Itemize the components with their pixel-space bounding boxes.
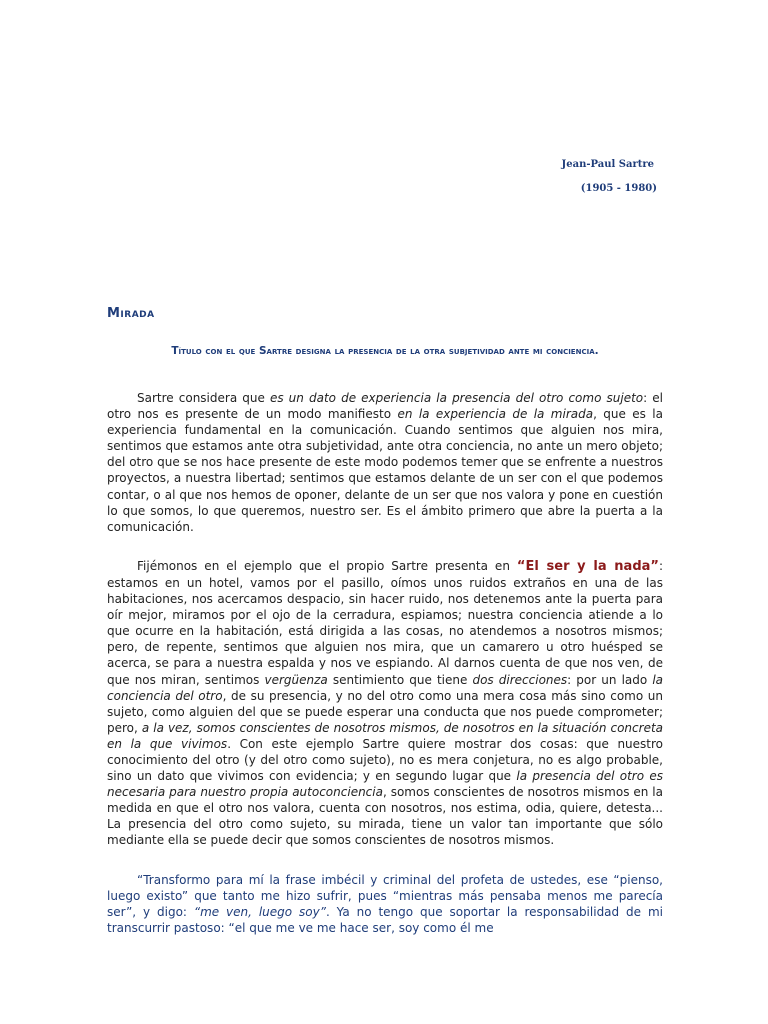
paragraph-2: Fijémonos en el ejemplo que el propio Sartre presenta en “El ser y la nada”: estamos en un hotel, vamos por el pasillo, oímos unos ruidos extraños en una de las habitaciones, nos acercamos despacio, sin hacer ruido, nos detenemos ante la puerta para oír mejor, miramos por el ojo de la cerradura, espiamos; nuestra conciencia atiende a lo que ocurre en la habitación, está dirigida a las cosas, no atendemos a nosotros mismos; pero, de repente, sentimos que alguien nos mira, que un camarero u otro huésped se acerca, se para a nuestra espalda y nos ve espiando. Al darnos cuenta de que nos ven, de que nos miran, sentimos vergüenza sentimiento que tiene dos direcciones: por un lado la conciencia del otro, de su presencia, y no del otro como una mera cosa más sino como un sujeto, como alguien del que se puede esperar una conducta que nos puede comprometer; pero, a la vez, somos conscientes de nosotros mismos, de nosotros en la situación concreta en la que vivimos. Con este ejemplo Sartre quiere mostrar dos cosas: que nuestro conocimiento del otro (y del otro como sujeto), no es mera conjetura, no es algo probable, sino un dato que vivimos con evidencia; y en segundo lugar que la presencia del otro es necesaria para nuestro propia autoconciencia, somos conscientes de nosotros mismos en la medida en que el otro nos valora, cuenta con nosotros, nos estima, odia, quiere, detesta... La presencia del otro como sujeto, su mirada, tiene un valor tan importante que sólo mediante ella se puede decir que somos conscientes de nosotros mismos. (107, 558, 664, 848)
author-block (562, 153, 655, 201)
section-subheading: Título con el que Sartre designa la presencia de la otra subjetividad ante mi conciencia. (171, 345, 599, 357)
author-name: Jean-Paul Sartre (561, 159, 654, 170)
paragraph-1: Sartre considera que es un dato de experiencia la presencia del otro como sujeto: el otro nos es presente de un modo manifiesto en la experiencia de la mirada, que es la experiencia fundamental en la comunicación. Cuando sentimos que alguien nos mira, sentimos que estamos ante otra subjetividad, ante otra conciencia, no ante un mero objeto; del otro que se nos hace presente de este modo podemos temer que se enfrente a nuestros proyectos, a nuestra libertad; sentimos que estamos delante de un ser con el que podemos contar, o al que nos hemos de oponer, delante de un ser que nos valora y pone en cuestión lo que somos, lo que queremos, nuestro ser. Es el ámbito primero que abre la puerta a la comunicación. (107, 391, 663, 534)
author-dates: (1905 - 1980) (580, 183, 657, 194)
section-heading: Mirada (107, 306, 155, 321)
quote-paragraph: “Transformo para mí la frase imbécil y criminal del profeta de ustedes, ese “pienso, luego existo” que tanto me hizo sufrir, pues “mientras más pensaba menos me parecía ser”, y digo: “me ven, luego soy”. Ya no tengo que soportar la responsabilidad de mi transcurrir pastoso: “el que me ve me hace ser, soy como él me (107, 872, 663, 935)
body-text (107, 390, 663, 959)
book-title: “El ser y la nada” (516, 558, 659, 574)
